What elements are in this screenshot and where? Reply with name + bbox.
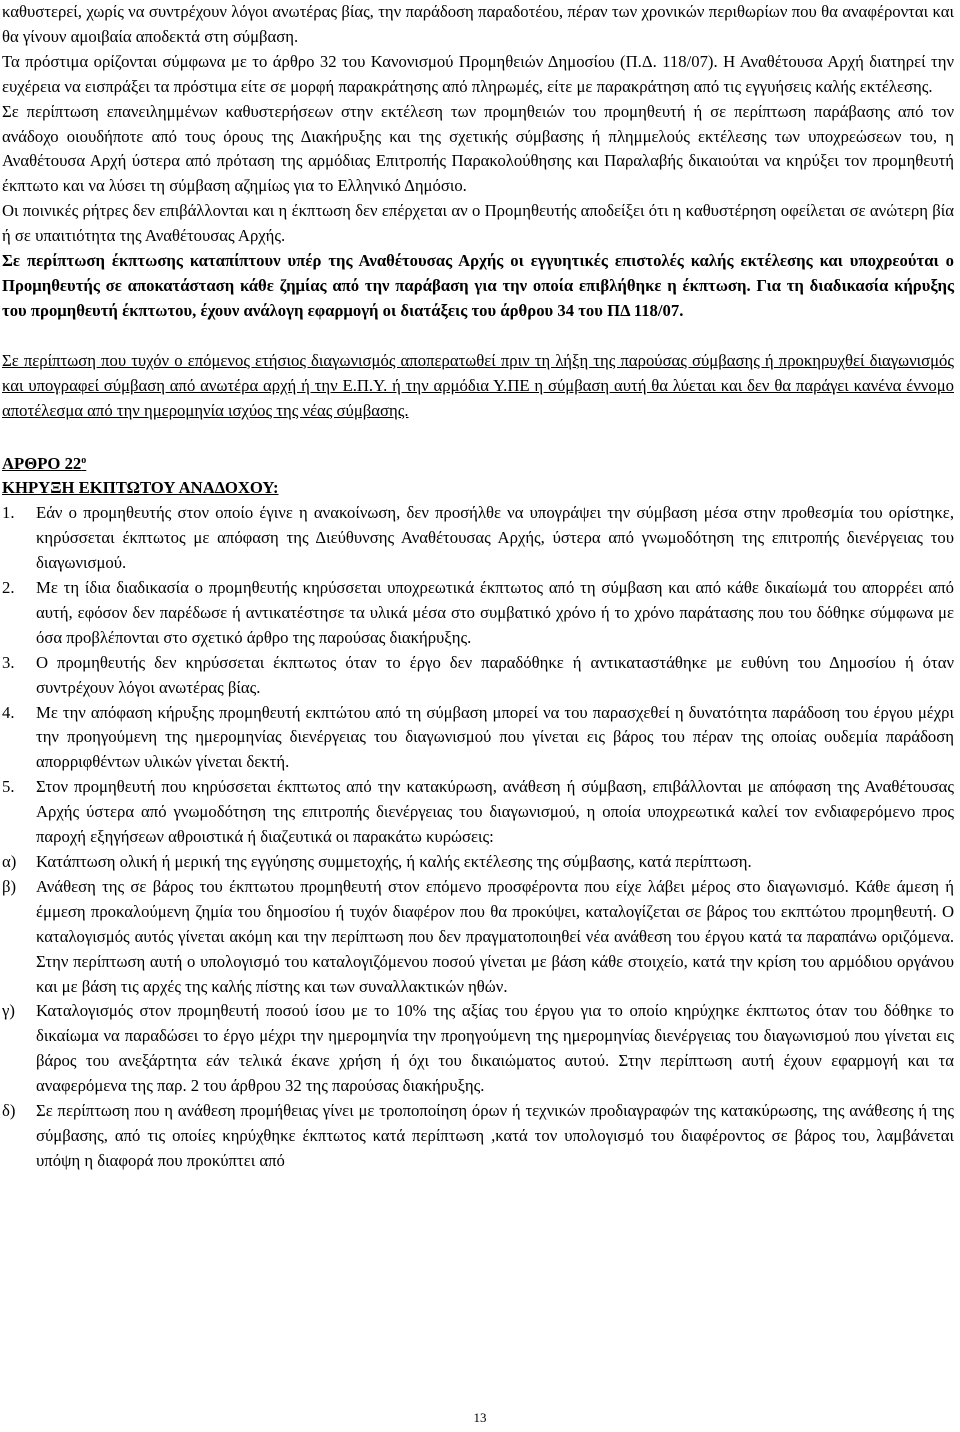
list-item-text: Ανάθεση της σε βάρος του έκπτωτου προμηθευτή στον επόμενο προσφέροντα που είχε λάβει μέρος στο διαγωνισμό. Κάθε άμεση ή έμμεση προκαλούμενη ζημία του δημοσίου ή τυχόν διαφέρον που θα προκύψει, καταλογίζεται σε βάρος του εκπτώτου προμηθευτή. Ο καταλογισμός αυτός γίνεται ακόμη και την περίπτωση που δεν πραγματοποιηθεί νέα ανάθεση του έργου κατά τα παραπάνω οριζόμενα. Στην περίπτωση αυτή ο υπολογισμό του καταλογιζόμενου ποσού γίνεται με βάση κάθε στοιχείο, κατά την κρίση του αρμόδιου οργάνου και με βάση τις αρχές της καλής πίστης και των συναλλακτικών ηθών. (36, 876, 954, 996)
list-item-text: Με την απόφαση κήρυξης προμηθευτή εκπτώτου από τη σύμβαση μπορεί να του παρασχεθεί η δυνατότητα παράδοση του έργου μέχρι την προηγούμενη της ημερομηνίας διενέργειας του διαγωνισμού που γίνεται εις βάρος του πέραν της οποίας ουδεμία παράδοση απορριφθέντων υλικών γίνεται δεκτή. (36, 702, 954, 772)
article-heading (2, 449, 954, 477)
list-item-text: Ο προμηθευτής δεν κηρύσσεται έκπτωτος όταν το έργο δεν παραδόθηκε ή αντικαταστάθηκε με ευθύνη του Δημοσίου ή όταν συντρέχουν λόγοι ανωτέρας βίας. (36, 652, 954, 697)
numbered-list (2, 501, 954, 1173)
list-item-text: Σε περίπτωση που η ανάθεση προμήθειας γίνει με τροποποίηση όρων ή τεχνικών προδιαγραφών της κατακύρωσης, της ανάθεσης ή της σύμβασης, από τις οποίες κηρύχθηκε έκπτωτος κατά περίπτωση ,κατά τον υπολογισμό του διαφέροντος σε βάρος του, λαμβάνεται υπόψη η διαφορά που προκύπτει από (36, 1101, 954, 1170)
list-item-number: γ) (2, 1001, 15, 1021)
list-item-number: 1. (2, 503, 15, 523)
spacer (2, 324, 954, 349)
article-heading-text: ΑΡΘΡΟ 22 (2, 453, 82, 473)
list-item (2, 576, 954, 651)
list-item-number: δ) (2, 1101, 16, 1121)
list-item-text: Καταλογισμός στον προμηθευτή ποσού ίσου με το 10% της αξίας του έργου για το οποίο κηρύχηκε έκπτωτος όταν του δόθηκε το δικαίωμα να παραδώσει το έργο μέχρι την ημερομηνία την προηγούμενη της ημερομηνίας διενέργειας του διαγωνισμού που γίνεται εις βάρος του ανεξάρτητα εάν τελικά έκανε χρήση ή όχι του δικαιώματος αυτού. Στην περίπτωση αυτή έχουν εφαρμογή και τα αναφερόμενα της παρ. 2 του άρθρου 32 της παρούσας διακήρυξης. (36, 1001, 954, 1096)
list-item-text: Κατάπτωση ολική ή μερική της εγγύησης συμμετοχής, ή καλής εκτέλεσης της σύμβασης, κατά περίπτωση. (36, 852, 752, 871)
list-item (2, 501, 954, 576)
paragraph-penalty-clauses: Οι ποινικές ρήτρες δεν επιβάλλονται και η έκπτωση δεν επέρχεται αν ο Προμηθευτής αποδείξει ότι η καθυστέρηση οφείλεται σε ανώτερη βία ή σε υπαιτιότητα της Αναθέτουσας Αρχής. (2, 201, 954, 246)
spacer (2, 424, 954, 449)
list-item (2, 1099, 954, 1174)
article-title: ΚΗΡΥΞΗ ΕΚΠΤΩΤΟΥ ΑΝΑΔΟΧΟΥ: (2, 478, 279, 498)
paragraph-next-tender-underlined: Σε περίπτωση που τυχόν ο επόμενος ετήσιος διαγωνισμός αποπερατωθεί πριν τη λήξη της παρούσας σύμβασης ή προκηρυχθεί διαγωνισμός και υπογραφεί σύμβαση από ανωτέρα αρχή ή την Ε.Π.Υ. ή την αρμόδια Υ.ΠΕ η σύμβαση αυτή θα λύεται και δεν θα παράγει κανένα έννομο αποτέλεσμα από την ημερομηνία ισχύος της νέας σύμβασης. (2, 350, 954, 420)
paragraph-forfeiture-bold: Σε περίπτωση έκπτωσης καταπίπτουν υπέρ της Αναθέτουσας Αρχής οι εγγυητικές επιστολές καλής εκτέλεσης και υποχρεούται ο Προμηθευτής σε αποκατάσταση κάθε ζημίας από την παράβαση για την οποία επιβλήθηκε η έκπτωση. Για τη διαδικασία κήρυξης του προμηθευτή έκπτωτου, έχουν ανάλογη εφαρμογή οι διατάξεις του άρθρου 34 του ΠΔ 118/07. (2, 251, 954, 320)
list-item (2, 775, 954, 850)
paragraph-repeated-delays: Σε περίπτωση επανειλημμένων καθυστερήσεων στην εκτέλεση των προμηθειών του προμηθευτή ή σε περίπτωση παράβασης από τον ανάδοχο οιουδήποτε από τους όρους της Διακήρυξης και της σχετικής σύμβασης ή πλημμελούς εκτέλεσης των υποχρεώσεων του, η Αναθέτουσα Αρχή ύστερα από πρόταση της αρμόδιας Επιτροπής Παρακολούθησης και Παραλαβής δικαιούται να κηρύξει τον προμηθευτή έκπτωτο και να λύσει τη σύμβαση αζημίως για το Ελληνικό Δημόσιο. (2, 101, 954, 196)
list-item-number: β) (2, 876, 17, 896)
paragraph-delay-continuation: καθυστερεί, χωρίς να συντρέχουν λόγοι ανωτέρας βίας, την παράδοση παραδοτέου, πέραν των χρονικών περιθωρίων που θα αναφέρονται και θα γίνουν αμοιβαία αποδεκτά στη σύμβαση. (2, 2, 954, 46)
list-item (2, 701, 954, 776)
list-item-text: Στον προμηθευτή που κηρύσσεται έκπτωτος από την κατακύρωση, ανάθεση ή σύμβαση, επιβάλλονται με απόφαση της Αναθέτουσας Αρχής ύστερα από γνωμοδότηση της επιτροπής διενέργειας του διαγωνισμού, η οποία υποχρεωτικά καλεί τον ενδιαφερόμενο προς παροχή εξηγήσεων αθροιστικά ή διαζευτικά οι παρακάτω κυρώσεις: (36, 777, 954, 847)
paragraph-fines: Τα πρόστιμα ορίζονται σύμφωνα με το άρθρο 32 του Κανονισμού Προμηθειών Δημοσίου (Π.Δ. 118/07). Η Αναθέτουσα Αρχή διατηρεί την ευχέρεια να εισπράξει τα πρόστιμα είτε σε μορφή παρακράτησης από πληρωμές, είτε με παρακράτηση από τις εγγυήσεις καλής εκτέλεσης. (2, 51, 954, 96)
list-item-text: Με τη ίδια διαδικασία ο προμηθευτής κηρύσσεται υποχρεωτικά έκπτωτος από τη σύμβαση και από κάθε δικαίωμά του απορρέει από αυτή, εφόσον δεν παρέδωσε ή αντικατέστησε τα υλικά μέσα στο συμβατικό χρόνο ή το χρόνο παράτασης που του δόθηκε σύμφωνα με όσα προβλέπονται στο σχετικό άρθρο της παρούσας διακήρυξης. (36, 578, 954, 647)
list-item-text: Εάν ο προμηθευτής στον οποίο έγινε η ανακοίνωση, δεν προσήλθε να υπογράψει την σύμβαση μέσα στην προθεσμία του ορίστηκε, κηρύσσεται έκπτωτος με απόφαση της Διεύθυνσης Αναθέτουσας Αρχής, ύστερα από γνωμοδότηση της επιτροπής διενέργειας του διαγωνισμού. (36, 503, 954, 573)
list-item-number: 3. (2, 652, 15, 672)
list-item-number: α) (2, 852, 17, 871)
list-item (2, 850, 954, 875)
list-item-number: 4. (2, 702, 15, 722)
page-number: 13 (473, 1410, 487, 1425)
list-item-number: 5. (2, 777, 15, 797)
list-item (2, 651, 954, 701)
list-item (2, 999, 954, 1099)
article-heading-superscript: ο (81, 454, 87, 466)
list-item (2, 875, 954, 1000)
list-item-number: 2. (2, 578, 15, 598)
